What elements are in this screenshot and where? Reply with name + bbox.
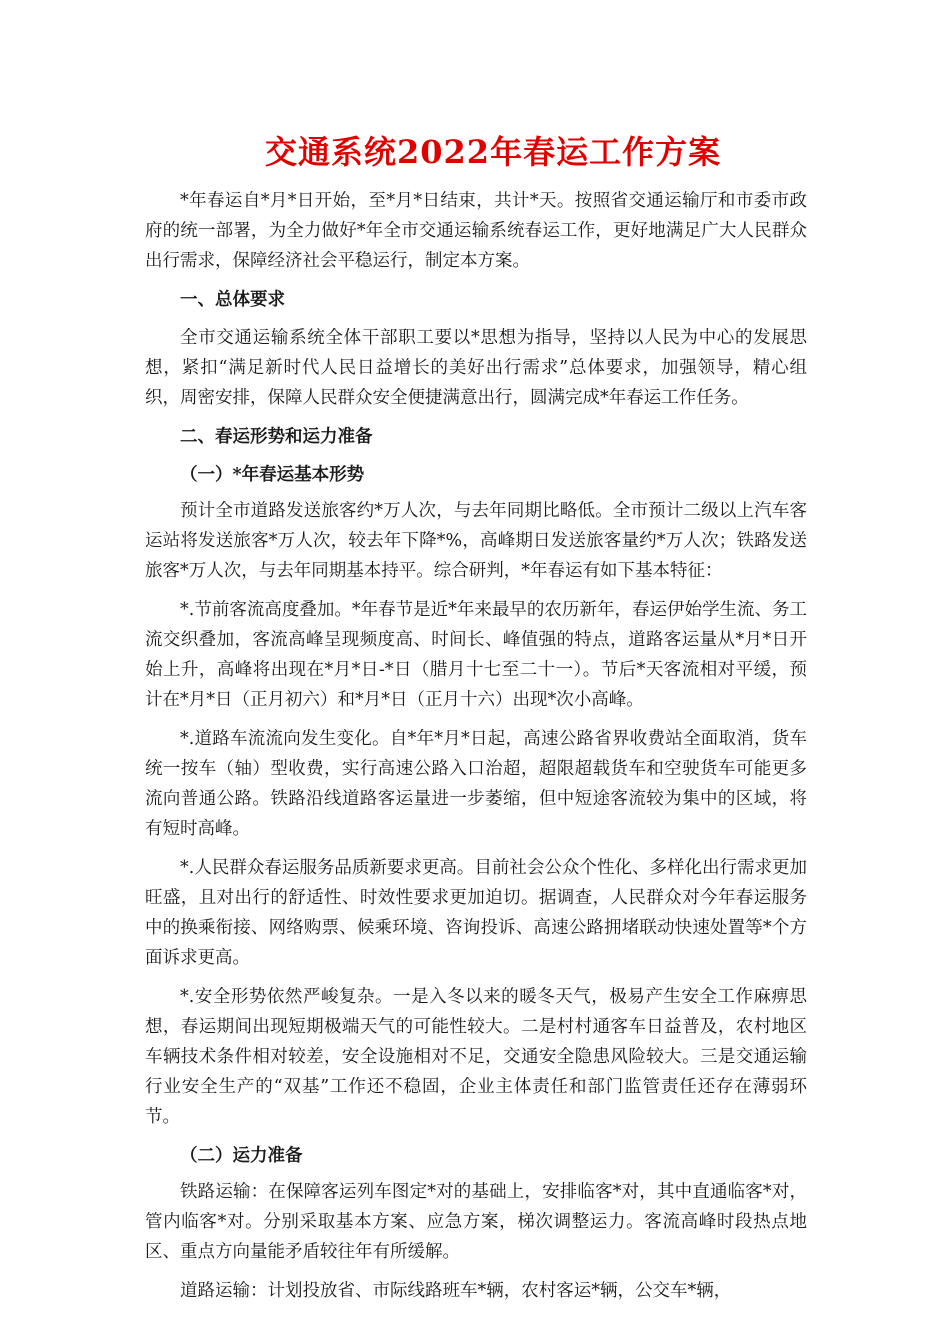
feature-paragraph-safety: *.安全形势依然严峻复杂。一是入冬以来的暖冬天气，极易产生安全工作麻痹思想，春运期间出现短期极端天气的可能性较大。二是村村通客车日益普及，农村地区车辆技术条件相对较差，安全设施相对不足，交通安全隐患风险较大。三是交通运输行业安全生产的“双基”工作还不稳固，企业主体责任和部门监管责任还存在薄弱环节。 xyxy=(145,987,807,1127)
feature-paragraph-passenger-flow: *.节前客流高度叠加。*年春节是近*年来最早的农历新年，春运伊始学生流、务工流交织叠加，客流高峰呈现频度高、时间长、峰值强的特点，道路客运量从*月*日开始上升，高峰将出现在*月*日-*日（腊月十七至二十一）。节后*天客流相对平缓，预计在*月*日（正月初六）和*月*日（正月十六）出现*次小高峰。 xyxy=(145,600,807,710)
section-heading-overall-requirements: 一、总体要求 xyxy=(180,290,285,310)
overall-requirements-paragraph: 全市交通运输系统全体干部职工要以*思想为指导，坚持以人民为中心的发展思想，紧扣“满足新时代人民日益增长的美好出行需求”总体要求，加强领导，精心组织，周密安排，保障人民群众安全便捷满意出行，圆满完成*年春运工作任务。 xyxy=(145,328,807,408)
basic-situation-paragraph: 预计全市道路发送旅客约*万人次，与去年同期比略低。全市预计二级以上汽车客运站将发送旅客*万人次，较去年下降*%，高峰期日发送旅客量约*万人次；铁路发送旅客*万人次，与去年同期基本持平。综合研判，*年春运有如下基本特征： xyxy=(145,501,807,581)
document-page xyxy=(145,132,807,1315)
feature-paragraph-service-quality: *.人民群众春运服务品质新要求更高。目前社会公众个性化、多样化出行需求更加旺盛，且对出行的舒适性、时效性要求更加迫切。据调查，人民群众对今年春运服务中的换乘衔接、网络购票、候乘环境、咨询投诉、高速公路拥堵联动快速处置等*个方面诉求更高。 xyxy=(145,858,807,968)
intro-paragraph: *年春运自*月*日开始，至*月*日结束，共计*天。按照省交通运输厅和市委市政府的统一部署，为全力做好*年全市交通运输系统春运工作，更好地满足广大人民群众出行需求，保障经济社会平稳运行，制定本方案。 xyxy=(145,191,807,271)
feature-paragraph-traffic-direction: *.道路车流流向发生变化。自*年*月*日起，高速公路省界收费站全面取消，货车统一按车（轴）型收费，实行高速公路入口治超，超限超载货车和空驶货车可能更多流向普通公路。铁路沿线道路客运量进一步萎缩，但中短途客流较为集中的区域，将有短时高峰。 xyxy=(145,729,807,839)
subsection-heading-basic-situation: （一）*年春运基本形势 xyxy=(180,465,365,485)
section-heading-situation-and-capacity: 二、春运形势和运力准备 xyxy=(180,427,373,447)
railway-transport-paragraph: 铁路运输：在保障客运列车图定*对的基础上，安排临客*对，其中直通临客*对，管内临客*对。分别采取基本方案、应急方案，梯次调整运力。客流高峰时段热点地区、重点方向量能矛盾较往年有所缓解。 xyxy=(145,1182,807,1262)
subsection-heading-capacity-preparation: （二）运力准备 xyxy=(180,1146,303,1166)
road-transport-paragraph: 道路运输：计划投放省、市际线路班车*辆，农村客运*辆，公交车*辆， xyxy=(180,1281,732,1301)
document-title: 交通系统2022年春运工作方案 xyxy=(265,133,722,171)
